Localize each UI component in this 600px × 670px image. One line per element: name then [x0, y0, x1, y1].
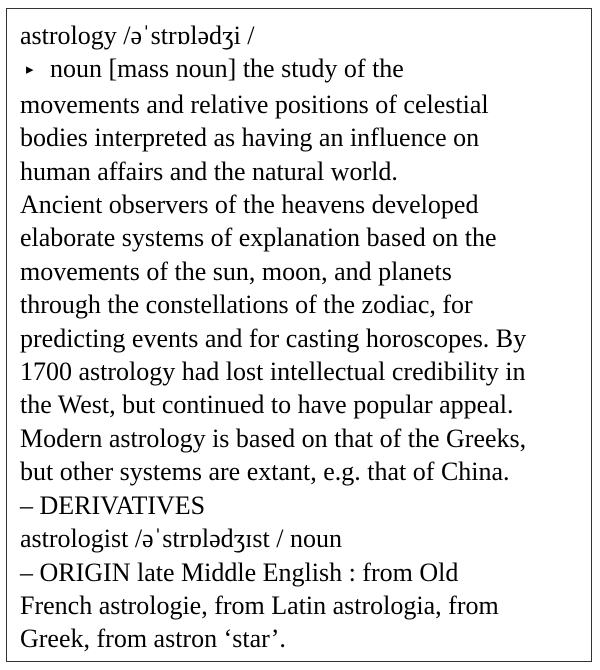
note-line: the West, but continued to have popular appeal. — [20, 390, 514, 420]
origin-line: Greek, from astron ‘star’. — [20, 624, 286, 654]
dictionary-entry-box — [6, 8, 592, 662]
note-line: predicting events and for casting horoscopes. By — [20, 323, 527, 353]
sense-bullet-icon: ▸ — [26, 62, 34, 79]
note-line: through the constellations of the zodiac, for — [20, 290, 473, 320]
origin-line: – ORIGIN late Middle English : from Old — [20, 557, 459, 587]
note-line: Modern astrology is based on that of the Greeks, — [20, 423, 527, 453]
sense-first-line: noun [mass noun] the study of the — [50, 54, 404, 84]
derivative-line: astrologist /əˈstrɒlədʒɪst / noun — [20, 524, 342, 554]
derivatives-heading: – DERIVATIVES — [20, 490, 206, 520]
headword-line: astrology /əˈstrɒlədʒi / — [20, 21, 255, 50]
definition-line: bodies interpreted as having an influence on — [20, 123, 480, 153]
definition-line: human affairs and the natural world. — [20, 156, 398, 186]
note-line: Ancient observers of the heavens developed — [20, 190, 479, 220]
note-line: movements of the sun, moon, and planets — [20, 256, 452, 286]
dictionary-entry-text — [20, 19, 590, 656]
definition-line: movements and relative positions of celestial — [20, 89, 489, 119]
sense-line — [20, 52, 590, 87]
note-line: elaborate systems of explanation based on the — [20, 223, 497, 253]
note-line: 1700 astrology had lost intellectual credibility in — [20, 357, 526, 387]
note-line: but other systems are extant, e.g. that of China. — [20, 457, 510, 487]
origin-line: French astrologie, from Latin astrologia, from — [20, 590, 499, 620]
